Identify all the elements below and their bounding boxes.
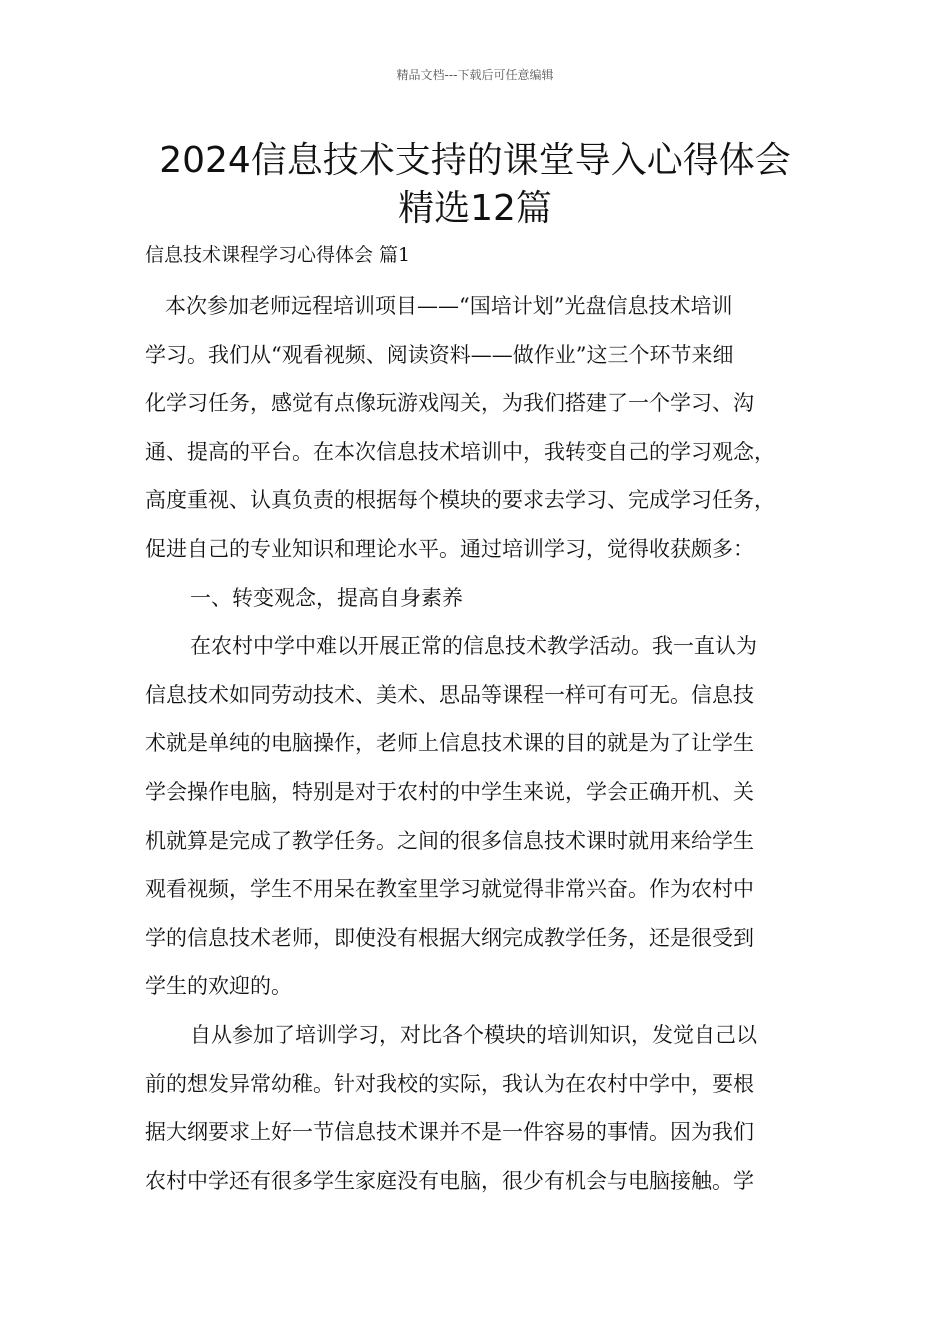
text-line: 据大纲要求上好一节信息技术课并不是一件容易的事情。因为我们: [145, 1120, 754, 1145]
section-heading: 信息技术课程学习心得体会 篇1: [145, 244, 411, 266]
text-line: 学的信息技术老师，即使没有根据大纲完成教学任务，还是很受到: [145, 925, 754, 950]
document-title-line-2: 精选12篇: [398, 188, 552, 229]
text-line: 农村中学还有很多学生家庭没有电脑，很少有机会与电脑接触。学: [145, 1168, 754, 1193]
text-line: 通、提高的平台。在本次信息技术培训中，我转变自己的学习观念，: [145, 439, 775, 464]
text-line: 学生的欢迎的。: [145, 974, 292, 999]
text-line: 高度重视、认真负责的根据每个模块的要求去学习、完成学习任务，: [145, 488, 775, 513]
text-line: 机就算是完成了教学任务。之间的很多信息技术课时就用来给学生: [145, 828, 754, 853]
text-line: 学习。我们从“观看视频、阅读资料——做作业”这三个环节来细: [145, 342, 734, 367]
page-header: 精品文档---下载后可任意编辑: [396, 68, 554, 82]
text-line: 本次参加老师远程培训项目——“国培计划”光盘信息技术培训: [165, 294, 733, 318]
text-line: 促进自己的专业知识和理论水平。通过培训学习，觉得收获颇多：: [145, 536, 754, 561]
text-line: 学会操作电脑，特别是对于农村的中学生来说，学会正确开机、关: [145, 779, 754, 804]
text-line: 化学习任务，感觉有点像玩游戏闯关，为我们搭建了一个学习、沟: [145, 391, 754, 416]
subsection-heading: 一、转变观念，提高自身素养: [190, 585, 463, 610]
text-line: 自从参加了培训学习，对比各个模块的培训知识，发觉自己以: [190, 1022, 757, 1047]
text-line: 术就是单纯的电脑操作，老师上信息技术课的目的就是为了让学生: [145, 731, 754, 756]
text-line: 在农村中学中难以开展正常的信息技术教学活动。我一直认为: [190, 634, 757, 659]
text-line: 前的想发异常幼稚。针对我校的实际，我认为在农村中学中，要根: [145, 1071, 754, 1096]
text-line: 观看视频，学生不用呆在教室里学习就觉得非常兴奋。作为农村中: [145, 877, 754, 902]
document-title-line-1: 2024信息技术支持的课堂导入心得体会: [159, 140, 791, 181]
text-line: 信息技术如同劳动技术、美术、思品等课程一样可有可无。信息技: [145, 682, 754, 707]
body-text: [145, 282, 825, 1205]
